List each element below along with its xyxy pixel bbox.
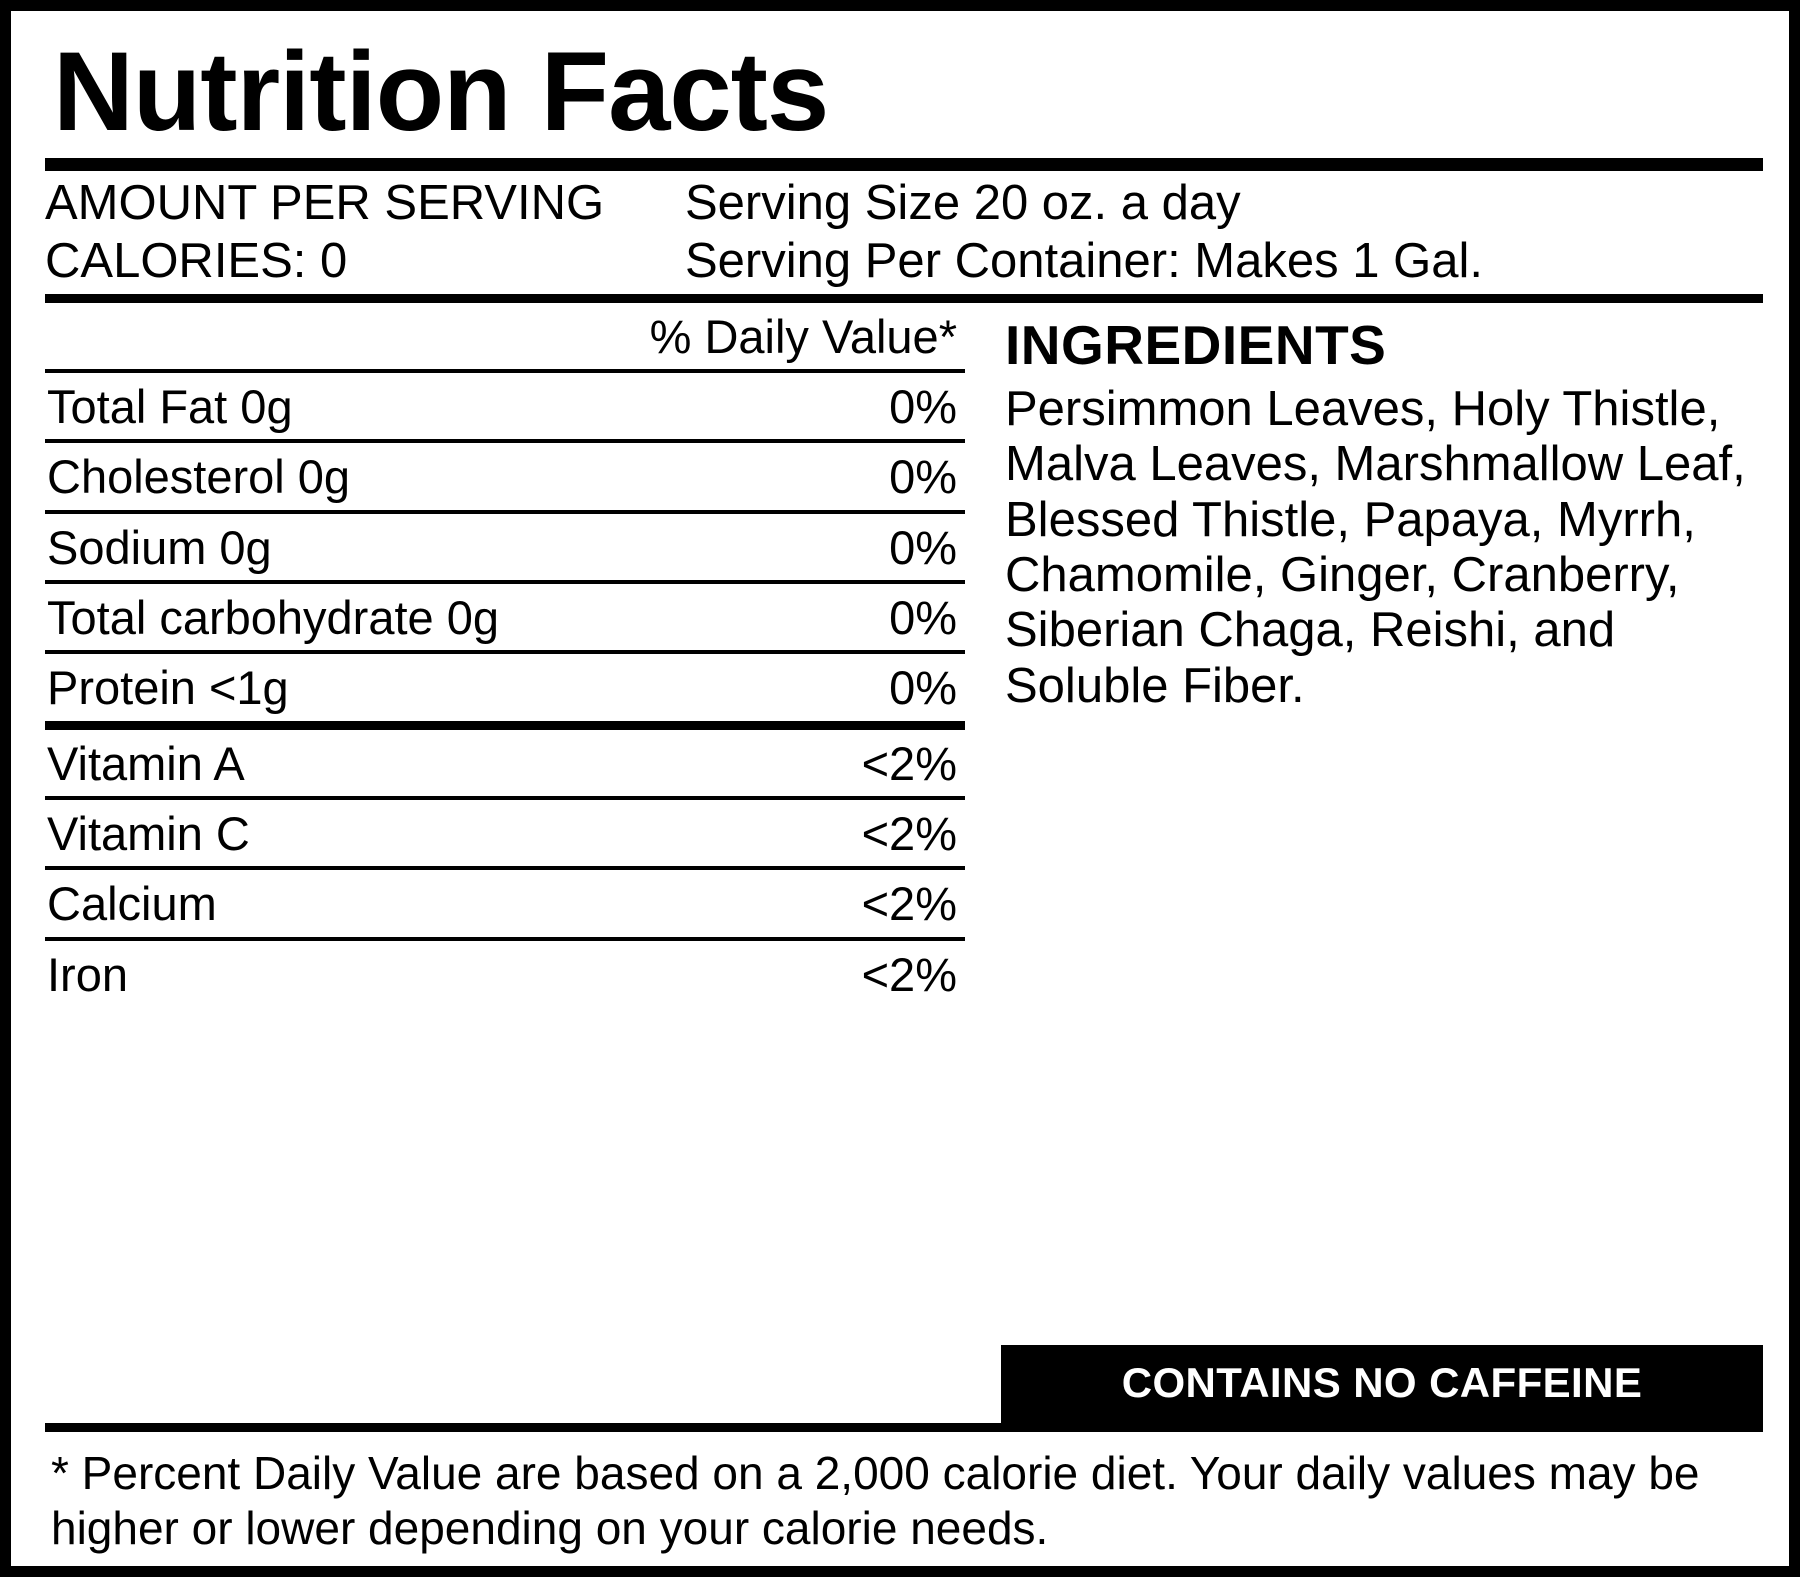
divider-before-vitamins xyxy=(45,721,965,730)
nutrient-name: Total Fat 0g xyxy=(47,380,293,434)
divider-under-serving xyxy=(45,294,1763,303)
nutrient-dv: <2% xyxy=(861,947,957,1001)
amount-per-serving-label: AMOUNT PER SERVING xyxy=(45,175,605,230)
nutrient-name: Protein <1g xyxy=(47,661,289,715)
label-body xyxy=(45,303,1763,1422)
serving-row-calories xyxy=(45,233,1763,291)
nutrient-dv: <2% xyxy=(861,736,957,790)
nutrient-name: Vitamin C xyxy=(47,807,250,861)
table-row xyxy=(45,730,965,796)
servings-per-container-value: Serving Per Container: Makes 1 Gal. xyxy=(685,233,1483,288)
daily-value-footnote: * Percent Daily Value are based on a 2,000 calorie diet. Your daily values may be higher or lower depending on your calorie needs. xyxy=(51,1446,1700,1554)
ingredients-text: Persimmon Leaves, Holy Thistle, Malva Leaves, Marshmallow Leaf, Blessed Thistle, Papaya, Myrrh, Chamomile, Ginger, Cranberry, Siberian Chaga, Reishi, and Soluble Fiber. xyxy=(1005,381,1746,713)
divider-above-footnote xyxy=(45,1423,1763,1432)
nutrient-dv: 0% xyxy=(889,520,957,574)
nutrient-name: Vitamin A xyxy=(47,736,245,790)
table-row xyxy=(45,654,965,720)
status-badge: CONTAINS NO CAFFEINE xyxy=(1001,1345,1763,1423)
nutrient-dv: 0% xyxy=(889,450,957,504)
serving-row-amount xyxy=(45,175,1763,233)
nutrient-dv: 0% xyxy=(889,661,957,715)
calories-label: CALORIES: 0 xyxy=(45,233,348,288)
table-row xyxy=(45,941,965,1007)
ingredients-panel xyxy=(969,303,1763,1422)
serving-information xyxy=(45,171,1763,295)
divider-under-title xyxy=(45,158,1763,171)
nutrient-dv: <2% xyxy=(861,877,957,931)
table-row xyxy=(45,870,965,936)
page-title: Nutrition Facts xyxy=(53,29,829,154)
nutrient-name: Sodium 0g xyxy=(47,520,272,574)
ingredients-title: INGREDIENTS xyxy=(1005,314,1387,377)
nutrient-name: Calcium xyxy=(47,877,217,931)
table-row xyxy=(45,800,965,866)
table-row xyxy=(45,443,965,509)
serving-size-value: Serving Size 20 oz. a day xyxy=(685,175,1241,230)
nutrient-name: Iron xyxy=(47,947,128,1001)
nutrient-name: Cholesterol 0g xyxy=(47,450,351,504)
nutrient-dv: 0% xyxy=(889,591,957,645)
table-row xyxy=(45,514,965,580)
nutrient-dv: 0% xyxy=(889,380,957,434)
nutrient-table xyxy=(45,303,969,1422)
nutrient-name: Total carbohydrate 0g xyxy=(47,591,500,645)
nutrient-dv: <2% xyxy=(861,807,957,861)
table-row xyxy=(45,584,965,650)
daily-value-header: % Daily Value* xyxy=(649,310,957,364)
table-row xyxy=(45,373,965,439)
